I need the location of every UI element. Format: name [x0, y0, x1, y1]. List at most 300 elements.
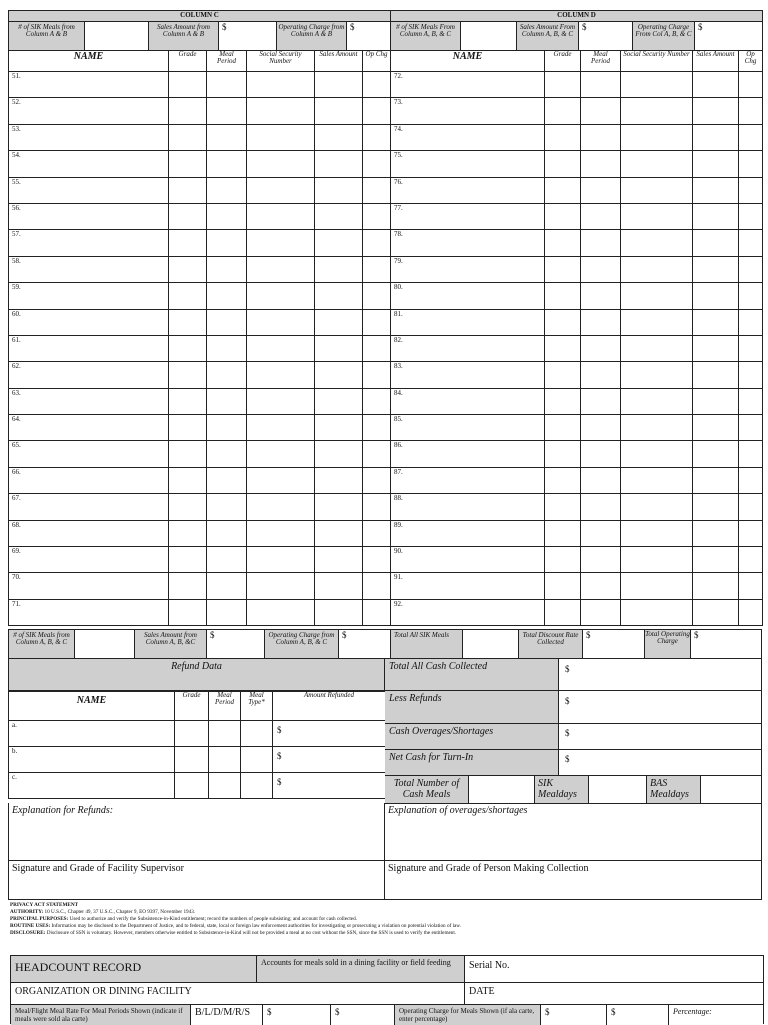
refund-meal-period-cell[interactable] — [209, 747, 241, 773]
column-d-grade-cell[interactable] — [545, 151, 581, 177]
column-d-grade-cell[interactable] — [545, 72, 581, 98]
column-c-grade-cell[interactable] — [169, 256, 207, 282]
column-d-grade-cell[interactable] — [545, 203, 581, 229]
column-d-ssn-cell[interactable] — [621, 124, 693, 150]
column-d-grade-cell[interactable] — [545, 335, 581, 361]
column-c-op-chg-cell[interactable] — [363, 72, 391, 98]
column-c-meal-period-cell[interactable] — [207, 151, 247, 177]
column-c-ssn-cell[interactable] — [247, 283, 315, 309]
totals-sik-meals-input[interactable] — [75, 630, 135, 658]
less-refunds-input[interactable]: $ — [565, 696, 570, 706]
column-c-name-cell[interactable] — [9, 441, 169, 467]
column-d-ssn-cell[interactable] — [621, 72, 693, 98]
column-c-name-cell[interactable] — [9, 309, 169, 335]
column-d-sales-amount-cell[interactable] — [693, 335, 739, 361]
column-c-meal-period-cell[interactable] — [207, 441, 247, 467]
column-c-op-chg-cell[interactable] — [363, 256, 391, 282]
column-d-meal-period-cell[interactable] — [581, 98, 621, 124]
column-d-ssn-cell[interactable] — [621, 335, 693, 361]
column-c-grade-cell[interactable] — [169, 467, 207, 493]
column-d-name-cell[interactable] — [391, 309, 545, 335]
column-c-ssn-cell[interactable] — [247, 520, 315, 546]
column-c-operating-charge-input[interactable]: $ — [350, 22, 355, 32]
column-d-name-cell[interactable] — [391, 573, 545, 599]
column-d-grade-cell[interactable] — [545, 98, 581, 124]
column-d-ssn-cell[interactable] — [621, 441, 693, 467]
column-c-grade-cell[interactable] — [169, 362, 207, 388]
cash-overages-input[interactable]: $ — [565, 728, 570, 738]
column-d-name-cell[interactable] — [391, 72, 545, 98]
column-d-grade-cell[interactable] — [545, 362, 581, 388]
column-c-ssn-cell[interactable] — [247, 151, 315, 177]
column-c-name-cell[interactable] — [9, 467, 169, 493]
column-c-grade-cell[interactable] — [169, 309, 207, 335]
column-d-grade-cell[interactable] — [545, 415, 581, 441]
refund-grade-cell[interactable] — [175, 747, 209, 773]
column-c-ssn-cell[interactable] — [247, 494, 315, 520]
column-c-meal-period-cell[interactable] — [207, 309, 247, 335]
column-d-op-chg-cell[interactable] — [739, 230, 763, 256]
column-c-meal-period-cell[interactable] — [207, 203, 247, 229]
column-c-name-cell[interactable] — [9, 415, 169, 441]
column-c-name-cell[interactable] — [9, 230, 169, 256]
column-d-meal-period-cell[interactable] — [581, 124, 621, 150]
serial-no-field[interactable]: Serial No. — [469, 960, 510, 971]
column-c-name-cell[interactable] — [9, 335, 169, 361]
date-field[interactable]: DATE — [469, 986, 495, 997]
meal-rate-input-2[interactable]: $ — [331, 1005, 395, 1025]
refund-grade-cell[interactable] — [175, 773, 209, 799]
column-d-sales-amount-cell[interactable] — [693, 177, 739, 203]
column-c-meal-period-cell[interactable] — [207, 494, 247, 520]
column-d-grade-cell[interactable] — [545, 520, 581, 546]
explanation-refunds-box[interactable] — [8, 803, 385, 861]
column-d-op-chg-cell[interactable] — [739, 467, 763, 493]
column-c-meal-period-cell[interactable] — [207, 283, 247, 309]
net-cash-input[interactable]: $ — [565, 754, 570, 764]
column-c-name-cell[interactable] — [9, 283, 169, 309]
column-d-sales-amount-cell[interactable] — [693, 573, 739, 599]
column-d-meal-period-cell[interactable] — [581, 441, 621, 467]
column-c-ssn-cell[interactable] — [247, 573, 315, 599]
column-c-op-chg-cell[interactable] — [363, 98, 391, 124]
column-d-name-cell[interactable] — [391, 283, 545, 309]
column-d-meal-period-cell[interactable] — [581, 494, 621, 520]
column-d-grade-cell[interactable] — [545, 283, 581, 309]
column-d-meal-period-cell[interactable] — [581, 230, 621, 256]
total-cash-input[interactable]: $ — [565, 664, 570, 674]
column-c-meal-period-cell[interactable] — [207, 547, 247, 573]
column-c-meal-period-cell[interactable] — [207, 230, 247, 256]
refund-amount-cell[interactable] — [273, 721, 386, 747]
column-d-meal-period-cell[interactable] — [581, 362, 621, 388]
column-c-grade-cell[interactable] — [169, 203, 207, 229]
column-c-op-chg-cell[interactable] — [363, 203, 391, 229]
column-c-ssn-cell[interactable] — [247, 98, 315, 124]
column-d-name-cell[interactable] — [391, 98, 545, 124]
column-d-sales-amount-cell[interactable] — [693, 467, 739, 493]
column-c-sales-amount-cell[interactable] — [315, 467, 363, 493]
refund-meal-type-cell[interactable] — [241, 747, 273, 773]
column-c-meal-period-cell[interactable] — [207, 573, 247, 599]
column-d-op-chg-cell[interactable] — [739, 151, 763, 177]
column-c-meal-period-cell[interactable] — [207, 362, 247, 388]
column-d-sales-amount-cell[interactable] — [693, 441, 739, 467]
column-d-ssn-cell[interactable] — [621, 520, 693, 546]
column-d-ssn-cell[interactable] — [621, 203, 693, 229]
column-c-op-chg-cell[interactable] — [363, 151, 391, 177]
column-c-ssn-cell[interactable] — [247, 547, 315, 573]
column-d-ssn-cell[interactable] — [621, 256, 693, 282]
column-d-name-cell[interactable] — [391, 177, 545, 203]
column-d-name-cell[interactable] — [391, 520, 545, 546]
column-c-op-chg-cell[interactable] — [363, 230, 391, 256]
column-d-ssn-cell[interactable] — [621, 230, 693, 256]
column-c-name-cell[interactable] — [9, 494, 169, 520]
column-d-sales-amount-cell[interactable] — [693, 547, 739, 573]
column-c-grade-cell[interactable] — [169, 494, 207, 520]
column-d-grade-cell[interactable] — [545, 256, 581, 282]
column-d-meal-period-cell[interactable] — [581, 309, 621, 335]
column-c-ssn-cell[interactable] — [247, 599, 315, 625]
operating-charge-input-1[interactable]: $ — [541, 1005, 607, 1025]
column-c-sales-amount-cell[interactable] — [315, 256, 363, 282]
column-c-sales-amount-cell[interactable] — [315, 98, 363, 124]
column-d-name-cell[interactable] — [391, 124, 545, 150]
operating-charge-input-2[interactable]: $ — [607, 1005, 669, 1025]
column-c-sales-amount-cell[interactable] — [315, 599, 363, 625]
column-d-sales-amount-cell[interactable] — [693, 388, 739, 414]
column-c-grade-cell[interactable] — [169, 98, 207, 124]
column-c-sales-amount-cell[interactable] — [315, 309, 363, 335]
column-d-op-chg-cell[interactable] — [739, 388, 763, 414]
column-c-grade-cell[interactable] — [169, 388, 207, 414]
column-c-sales-amount-cell[interactable] — [315, 177, 363, 203]
column-d-meal-period-cell[interactable] — [581, 177, 621, 203]
total-discount-input[interactable]: $ — [583, 630, 645, 658]
column-d-name-cell[interactable] — [391, 441, 545, 467]
column-c-meal-period-cell[interactable] — [207, 520, 247, 546]
column-c-grade-cell[interactable] — [169, 599, 207, 625]
column-c-sales-amount-cell[interactable] — [315, 494, 363, 520]
column-d-row-number: 88. — [394, 494, 403, 503]
column-c-name-cell[interactable] — [9, 124, 169, 150]
column-c-sales-amount-cell[interactable] — [315, 441, 363, 467]
column-c-sales-amount-cell[interactable] — [315, 547, 363, 573]
column-d-sales-amount-cell[interactable] — [693, 72, 739, 98]
column-d-ssn-cell[interactable] — [621, 467, 693, 493]
column-d-ssn-cell[interactable] — [621, 177, 693, 203]
refund-name-cell[interactable] — [9, 747, 175, 773]
column-c-op-chg-cell[interactable] — [363, 309, 391, 335]
column-c-ssn-cell[interactable] — [247, 256, 315, 282]
supervisor-signature-box[interactable] — [8, 860, 385, 900]
column-d-op-chg-cell[interactable] — [739, 177, 763, 203]
column-c-ssn-cell[interactable] — [247, 335, 315, 361]
total-sik-meals-input[interactable] — [463, 630, 519, 658]
column-c-grade-cell[interactable] — [169, 415, 207, 441]
refund-meal-period-cell[interactable] — [209, 721, 241, 747]
column-d-name-cell[interactable] — [391, 203, 545, 229]
totals-sales-amount-input[interactable]: $ — [207, 630, 265, 658]
column-d-op-chg-cell[interactable] — [739, 599, 763, 625]
refund-meal-type-cell[interactable] — [241, 773, 273, 799]
column-d-grade-cell[interactable] — [545, 547, 581, 573]
column-d-op-chg-cell[interactable] — [739, 494, 763, 520]
column-c-meal-period-cell[interactable] — [207, 98, 247, 124]
column-d-sales-amount-cell[interactable] — [693, 309, 739, 335]
column-c-ssn-cell[interactable] — [247, 467, 315, 493]
column-c-meal-period-cell[interactable] — [207, 599, 247, 625]
column-c-meal-period-cell[interactable] — [207, 335, 247, 361]
bas-mealdays-input[interactable] — [701, 776, 761, 803]
column-d-name-cell[interactable] — [391, 362, 545, 388]
column-d-op-chg-cell[interactable] — [739, 573, 763, 599]
column-d-sales-amount-cell[interactable] — [693, 520, 739, 546]
column-d-sik-meals-input[interactable] — [461, 22, 517, 50]
column-d-name-cell[interactable] — [391, 547, 545, 573]
column-c-op-chg-cell[interactable] — [363, 520, 391, 546]
column-d-ssn-cell[interactable] — [621, 309, 693, 335]
column-d-op-chg-cell[interactable] — [739, 520, 763, 546]
refund-grade-cell[interactable] — [175, 721, 209, 747]
column-d-grade-cell[interactable] — [545, 467, 581, 493]
column-c-meal-period-cell[interactable] — [207, 388, 247, 414]
column-c-ssn-cell[interactable] — [247, 203, 315, 229]
column-d-op-chg-cell[interactable] — [739, 98, 763, 124]
column-c-op-chg-cell[interactable] — [363, 547, 391, 573]
column-d-meal-period-cell[interactable] — [581, 547, 621, 573]
column-c-name-cell[interactable] — [9, 151, 169, 177]
column-c-op-chg-cell[interactable] — [363, 441, 391, 467]
column-c-ssn-cell[interactable] — [247, 309, 315, 335]
column-c-name-cell[interactable] — [9, 388, 169, 414]
column-c-op-chg-cell[interactable] — [363, 283, 391, 309]
column-c-ssn-cell[interactable] — [247, 362, 315, 388]
column-d-meal-period-cell[interactable] — [581, 72, 621, 98]
column-d-ssn-cell[interactable] — [621, 573, 693, 599]
column-d-meal-period-cell[interactable] — [581, 256, 621, 282]
column-c-meal-period-cell[interactable] — [207, 415, 247, 441]
column-d-op-chg-cell[interactable] — [739, 72, 763, 98]
percentage-field[interactable]: Percentage: — [673, 1007, 712, 1016]
column-c-grade-cell[interactable] — [169, 151, 207, 177]
column-d-ssn-cell[interactable] — [621, 547, 693, 573]
column-d-meal-period-cell[interactable] — [581, 203, 621, 229]
column-d-sales-amount-cell[interactable] — [693, 494, 739, 520]
column-c-op-chg-cell[interactable] — [363, 388, 391, 414]
column-d-name-cell[interactable] — [391, 335, 545, 361]
column-d-sales-amount-cell[interactable] — [693, 124, 739, 150]
column-d-grade-cell[interactable] — [545, 230, 581, 256]
total-operating-input[interactable]: $ — [694, 630, 699, 640]
column-c-name-cell[interactable] — [9, 256, 169, 282]
column-c-sales-amount-cell[interactable] — [315, 362, 363, 388]
totals-operating-charge-input[interactable]: $ — [339, 630, 391, 658]
column-c-sales-amount-cell[interactable] — [315, 203, 363, 229]
column-d-ssn-cell[interactable] — [621, 362, 693, 388]
column-d-name-cell[interactable] — [391, 494, 545, 520]
column-c-op-chg-cell[interactable] — [363, 415, 391, 441]
column-d-grade-cell[interactable] — [545, 177, 581, 203]
column-d-op-chg-cell[interactable] — [739, 283, 763, 309]
column-c-sales-amount-cell[interactable] — [315, 230, 363, 256]
column-d-ssn-cell[interactable] — [621, 415, 693, 441]
column-d-meal-period-cell[interactable] — [581, 520, 621, 546]
column-c-grade-cell[interactable] — [169, 573, 207, 599]
column-d-name-cell[interactable] — [391, 415, 545, 441]
column-d-ssn-cell[interactable] — [621, 388, 693, 414]
column-d-name-cell[interactable] — [391, 467, 545, 493]
refund-name-cell[interactable] — [9, 721, 175, 747]
total-cash-meals-input[interactable] — [469, 776, 535, 803]
column-d-op-chg-cell[interactable] — [739, 203, 763, 229]
column-d-grade-cell[interactable] — [545, 441, 581, 467]
column-d-name-cell[interactable] — [391, 388, 545, 414]
column-c-op-chg-cell[interactable] — [363, 494, 391, 520]
column-c-meal-period-cell[interactable] — [207, 467, 247, 493]
column-d-sales-amount-cell[interactable] — [693, 256, 739, 282]
column-c-sales-amount-cell[interactable] — [315, 151, 363, 177]
column-d-meal-period-cell[interactable] — [581, 335, 621, 361]
column-c-sik-meals-input[interactable] — [85, 22, 149, 50]
column-c-name-cell[interactable] — [9, 520, 169, 546]
column-c-name-cell[interactable] — [9, 599, 169, 625]
column-c-ssn-cell[interactable] — [247, 230, 315, 256]
column-d-sales-amount-cell[interactable] — [693, 362, 739, 388]
column-c-name-cell[interactable] — [9, 203, 169, 229]
column-c-sales-amount-cell[interactable] — [315, 335, 363, 361]
column-c-grade-cell[interactable] — [169, 283, 207, 309]
column-c-sales-amount-cell[interactable] — [315, 388, 363, 414]
column-c-name-cell[interactable] — [9, 547, 169, 573]
column-c-grade-cell[interactable] — [169, 124, 207, 150]
column-c-op-chg-cell[interactable] — [363, 467, 391, 493]
column-c-op-chg-cell[interactable] — [363, 599, 391, 625]
refund-meal-period-header: Meal Period — [209, 692, 241, 721]
column-d-meal-period-cell[interactable] — [581, 151, 621, 177]
column-c-grade-cell[interactable] — [169, 335, 207, 361]
refund-name-cell[interactable] — [9, 773, 175, 799]
column-d-ssn-cell[interactable] — [621, 494, 693, 520]
sik-mealdays-input[interactable] — [589, 776, 647, 803]
column-d-op-chg-cell[interactable] — [739, 547, 763, 573]
column-d-ssn-cell[interactable] — [621, 151, 693, 177]
column-c-name-cell[interactable] — [9, 98, 169, 124]
collector-signature-box[interactable] — [385, 860, 762, 900]
column-d-name-cell[interactable] — [391, 599, 545, 625]
organization-field[interactable]: ORGANIZATION OR DINING FACILITY — [11, 983, 465, 1004]
column-d-meal-period-cell[interactable] — [581, 599, 621, 625]
column-c-grade-cell[interactable] — [169, 177, 207, 203]
column-d-grade-cell[interactable] — [545, 309, 581, 335]
column-c-grade-cell[interactable] — [169, 230, 207, 256]
column-d-name-cell[interactable] — [391, 230, 545, 256]
column-c-sales-amount-cell[interactable] — [315, 415, 363, 441]
column-d-meal-period-cell[interactable] — [581, 415, 621, 441]
column-c-meal-period-cell[interactable] — [207, 177, 247, 203]
column-c-sales-amount-cell[interactable] — [315, 573, 363, 599]
column-d-name-cell[interactable] — [391, 151, 545, 177]
column-c-op-chg-cell[interactable] — [363, 124, 391, 150]
column-d-sales-amount-input[interactable]: $ — [579, 22, 633, 50]
refund-amount-cell[interactable] — [273, 773, 386, 799]
column-d-sales-amount-cell[interactable] — [693, 151, 739, 177]
column-c-sales-amount-cell[interactable] — [315, 124, 363, 150]
column-d-ssn-cell[interactable] — [621, 98, 693, 124]
column-c-grade-cell[interactable] — [169, 547, 207, 573]
column-d-meal-period-cell[interactable] — [581, 283, 621, 309]
column-c-op-chg-cell[interactable] — [363, 335, 391, 361]
column-d-op-chg-cell[interactable] — [739, 335, 763, 361]
column-d-meal-period-cell[interactable] — [581, 573, 621, 599]
column-d-ssn-cell[interactable] — [621, 283, 693, 309]
column-c-name-cell[interactable] — [9, 573, 169, 599]
refund-meal-period-cell[interactable] — [209, 773, 241, 799]
column-d-grade-cell[interactable] — [545, 124, 581, 150]
explanation-overages-box[interactable] — [385, 803, 762, 861]
column-c-grade-cell[interactable] — [169, 72, 207, 98]
column-c-name-cell[interactable] — [9, 362, 169, 388]
column-c-name-cell[interactable] — [9, 72, 169, 98]
column-d-name-cell[interactable] — [391, 256, 545, 282]
column-d-op-chg-cell[interactable] — [739, 415, 763, 441]
column-d-meal-period-cell[interactable] — [581, 467, 621, 493]
column-c-grade-cell[interactable] — [169, 520, 207, 546]
column-c-sales-amount-input[interactable]: $ — [219, 22, 277, 50]
column-d-sales-amount-cell[interactable] — [693, 599, 739, 625]
column-d-sales-amount-cell[interactable] — [693, 203, 739, 229]
column-c-sales-amount-cell[interactable] — [315, 520, 363, 546]
column-d-sales-amount-cell[interactable] — [693, 98, 739, 124]
column-d-ssn-cell[interactable] — [621, 599, 693, 625]
column-c-sales-amount-cell[interactable] — [315, 72, 363, 98]
column-d-grade-cell[interactable] — [545, 388, 581, 414]
column-c-meal-period-cell[interactable] — [207, 124, 247, 150]
column-c-ssn-cell[interactable] — [247, 415, 315, 441]
column-d-sales-amount-cell[interactable] — [693, 283, 739, 309]
meal-rate-input-1[interactable]: $ — [263, 1005, 331, 1025]
refund-amount-cell[interactable] — [273, 747, 386, 773]
column-c-sales-amount-cell[interactable] — [315, 283, 363, 309]
column-d-sales-amount-cell[interactable] — [693, 415, 739, 441]
column-c-ssn-cell[interactable] — [247, 441, 315, 467]
refund-meal-type-cell[interactable] — [241, 721, 273, 747]
column-c-op-chg-cell[interactable] — [363, 573, 391, 599]
column-d-grade-cell[interactable] — [545, 599, 581, 625]
column-d-op-chg-cell[interactable] — [739, 124, 763, 150]
column-d-sales-amount-cell[interactable] — [693, 230, 739, 256]
column-d-operating-charge-input[interactable]: $ — [698, 22, 703, 32]
column-c-ssn-cell[interactable] — [247, 388, 315, 414]
column-d-op-chg-cell[interactable] — [739, 309, 763, 335]
column-d-grade-cell[interactable] — [545, 573, 581, 599]
column-d-grade-cell[interactable] — [545, 494, 581, 520]
column-d-op-chg-cell[interactable] — [739, 441, 763, 467]
column-d-meal-period-cell[interactable] — [581, 388, 621, 414]
column-d-op-chg-cell[interactable] — [739, 256, 763, 282]
column-c-name-cell[interactable] — [9, 177, 169, 203]
column-d-op-chg-cell[interactable] — [739, 362, 763, 388]
column-c-op-chg-cell[interactable] — [363, 177, 391, 203]
column-c-grade-cell[interactable] — [169, 441, 207, 467]
column-c-ssn-cell[interactable] — [247, 72, 315, 98]
column-c-op-chg-cell[interactable] — [363, 362, 391, 388]
column-c-ssn-cell[interactable] — [247, 177, 315, 203]
column-c-ssn-cell[interactable] — [247, 124, 315, 150]
column-c-meal-period-cell[interactable] — [207, 256, 247, 282]
column-c-meal-period-cell[interactable] — [207, 72, 247, 98]
